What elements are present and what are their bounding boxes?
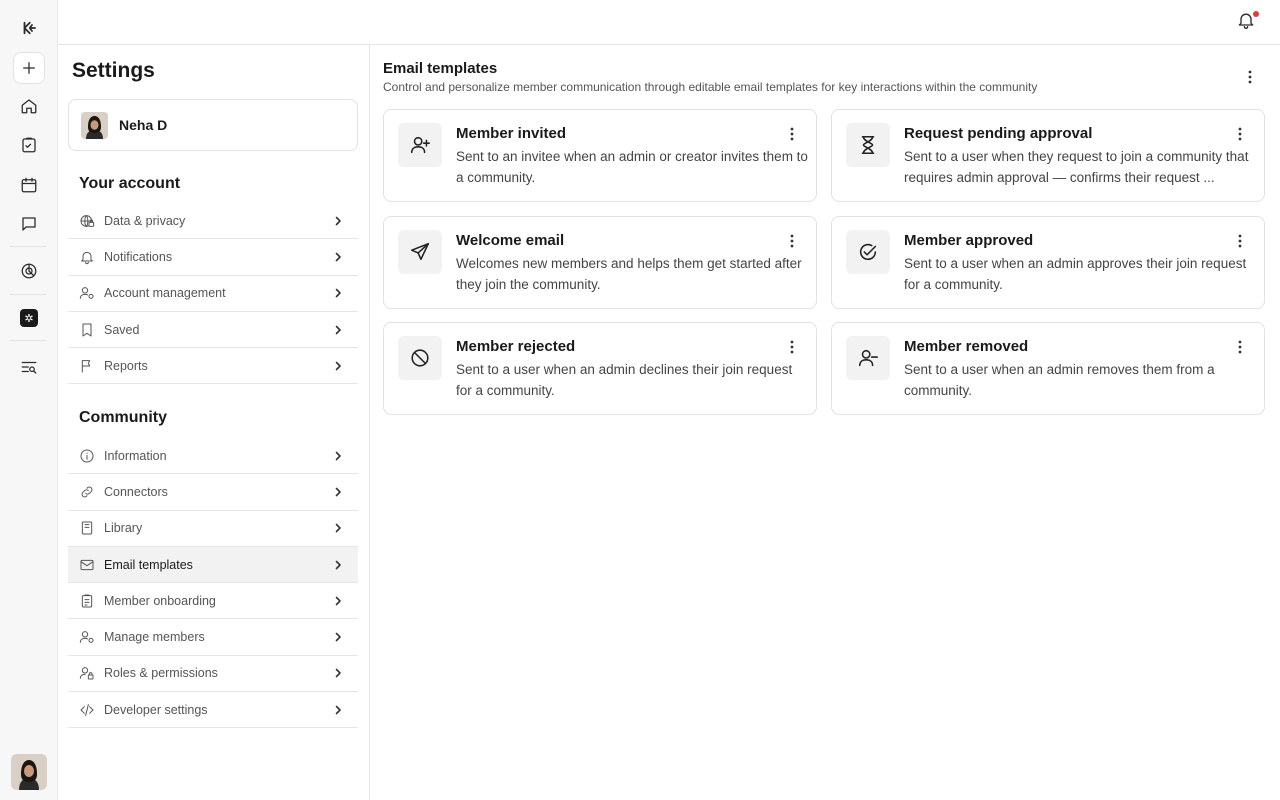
- menu-item-email-templates[interactable]: [68, 547, 358, 583]
- chevron-right-icon: [332, 324, 344, 336]
- template-card-welcome-email[interactable]: [383, 216, 817, 309]
- card-description: Sent to a user when an admin declines their join request for a community.: [456, 362, 793, 398]
- menu-item-label: Data & privacy: [104, 213, 186, 228]
- menu-item-label: Information: [104, 448, 167, 463]
- card-description: Sent to a user when an admin approves their join request for a community.: [904, 256, 1247, 292]
- menu-item-label: Notifications: [104, 249, 173, 264]
- rail-divider: [10, 246, 46, 247]
- template-card-member-removed[interactable]: [831, 322, 1265, 415]
- card-description: Sent to an invitee when an admin or creator invites them to a community.: [456, 149, 808, 185]
- logo-icon[interactable]: [13, 12, 45, 44]
- card-title: Member invited: [456, 125, 567, 142]
- menu-item-information[interactable]: [68, 438, 358, 474]
- rail-divider: [10, 340, 46, 341]
- link-icon: [79, 484, 95, 500]
- notifications-bell-icon[interactable]: [1236, 10, 1260, 34]
- app-icon[interactable]: ✲: [13, 302, 45, 334]
- card-more-options-icon[interactable]: [1232, 339, 1248, 355]
- menu-item-member-onboarding[interactable]: [68, 583, 358, 619]
- more-options-icon[interactable]: [1242, 69, 1258, 85]
- card-title: Member removed: [904, 338, 1029, 355]
- chevron-right-icon: [332, 360, 344, 372]
- menu-item-label: Manage members: [104, 630, 205, 645]
- menu-item-reports[interactable]: [68, 348, 358, 384]
- notification-dot: [1253, 11, 1259, 17]
- chevron-right-icon: [332, 251, 344, 263]
- chevron-right-icon: [332, 559, 344, 571]
- menu-item-manage-members[interactable]: [68, 619, 358, 655]
- rail-divider: [10, 294, 46, 295]
- menu-item-label: Reports: [104, 358, 148, 373]
- card-more-options-icon[interactable]: [1232, 233, 1248, 249]
- page-subtitle: Control and personalize member communication through editable email templates for key interactions within the community: [383, 80, 1038, 94]
- profile-name: Neha D: [119, 117, 168, 133]
- chevron-right-icon: [332, 486, 344, 498]
- chevron-right-icon: [332, 631, 344, 643]
- menu-item-connectors[interactable]: [68, 474, 358, 510]
- user-lock-icon: [79, 665, 95, 681]
- card-title: Member approved: [904, 232, 1034, 249]
- left-rail: [0, 0, 58, 800]
- mail-icon: [79, 557, 95, 573]
- user-plus-icon: [398, 123, 442, 167]
- bookmark-icon: [79, 322, 95, 338]
- clipboard-list-icon: [79, 593, 95, 609]
- template-card-member-rejected[interactable]: [383, 322, 817, 415]
- card-description: Welcomes new members and helps them get started after they join the community.: [456, 256, 802, 292]
- analytics-icon[interactable]: [13, 255, 45, 287]
- card-title: Welcome email: [456, 232, 565, 249]
- hourglass-icon: [846, 123, 890, 167]
- search-list-icon[interactable]: [13, 351, 45, 383]
- profile-avatar: [81, 112, 108, 139]
- template-card-member-invited[interactable]: [383, 109, 817, 202]
- card-title: Request pending approval: [904, 125, 1093, 142]
- card-more-options-icon[interactable]: [1232, 126, 1248, 142]
- code-icon: [79, 702, 95, 718]
- bell-icon: [79, 249, 95, 265]
- your-account-heading: Your account: [79, 175, 181, 192]
- globe-lock-icon: [79, 213, 95, 229]
- community-menu: [68, 438, 358, 728]
- card-more-options-icon[interactable]: [784, 126, 800, 142]
- template-card-request-pending-approval[interactable]: [831, 109, 1265, 202]
- card-description: Sent to a user when they request to join a community that requires admin approval — confirms their request ...: [904, 149, 1249, 185]
- menu-item-saved[interactable]: [68, 312, 358, 348]
- chevron-right-icon: [332, 522, 344, 534]
- chevron-right-icon: [332, 704, 344, 716]
- chevron-right-icon: [332, 595, 344, 607]
- top-bar: [58, 0, 1280, 45]
- settings-panel: [58, 45, 370, 800]
- user-minus-icon: [846, 336, 890, 380]
- user-gear-icon: [79, 629, 95, 645]
- settings-title: Settings: [72, 59, 155, 82]
- menu-item-account-management[interactable]: [68, 276, 358, 312]
- chevron-right-icon: [332, 450, 344, 462]
- card-more-options-icon[interactable]: [784, 339, 800, 355]
- menu-item-label: Member onboarding: [104, 593, 216, 608]
- menu-item-label: Account management: [104, 286, 226, 301]
- chevron-right-icon: [332, 287, 344, 299]
- menu-item-notifications[interactable]: [68, 239, 358, 275]
- menu-item-label: Saved: [104, 322, 140, 337]
- your-account-menu: [68, 203, 358, 384]
- menu-item-label: Connectors: [104, 484, 168, 499]
- clipboard-icon[interactable]: [13, 129, 45, 161]
- home-icon[interactable]: [13, 90, 45, 122]
- chevron-right-icon: [332, 215, 344, 227]
- menu-item-roles-permissions[interactable]: [68, 656, 358, 692]
- menu-item-data-privacy[interactable]: [68, 203, 358, 239]
- menu-item-label: Email templates: [104, 557, 193, 572]
- info-icon: [79, 448, 95, 464]
- page-title: Email templates: [383, 60, 498, 77]
- user-gear-icon: [79, 285, 95, 301]
- user-avatar[interactable]: [11, 754, 47, 790]
- chat-icon[interactable]: [13, 208, 45, 240]
- menu-item-developer-settings[interactable]: [68, 692, 358, 728]
- community-heading: Community: [79, 409, 167, 426]
- check-circle-icon: [846, 230, 890, 274]
- send-icon: [398, 230, 442, 274]
- menu-item-label: Developer settings: [104, 702, 208, 717]
- flag-icon: [79, 358, 95, 374]
- card-description: Sent to a user when an admin removes them from a community.: [904, 362, 1215, 398]
- ban-icon: [398, 336, 442, 380]
- profile-card[interactable]: [68, 99, 358, 151]
- menu-item-label: Library: [104, 521, 143, 536]
- menu-item-label: Roles & permissions: [104, 666, 218, 681]
- chevron-right-icon: [332, 667, 344, 679]
- calendar-icon[interactable]: [13, 169, 45, 201]
- menu-item-library[interactable]: [68, 511, 358, 547]
- card-title: Member rejected: [456, 338, 576, 355]
- card-more-options-icon[interactable]: [784, 233, 800, 249]
- template-card-member-approved[interactable]: [831, 216, 1265, 309]
- create-button[interactable]: [13, 52, 45, 84]
- book-icon: [79, 520, 95, 536]
- main-content: [370, 45, 1280, 800]
